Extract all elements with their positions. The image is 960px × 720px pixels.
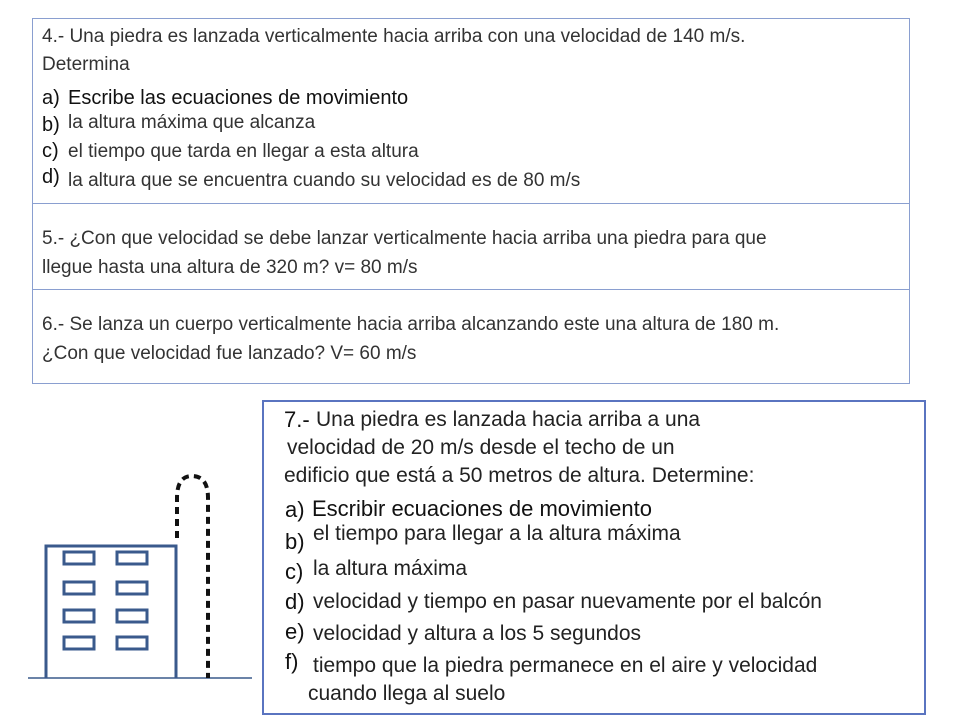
problem-4-statement: 4.- Una piedra es lanzada verticalmente hacia arriba con una velocidad de 140 m/s. [42, 26, 746, 47]
problem-4-item-d-letter: d) [42, 166, 60, 188]
problem-7-item-b-text: el tiempo para llegar a la altura máxima [313, 522, 681, 545]
problem-7-line-2: velocidad de 20 m/s desde el techo de un [287, 436, 675, 459]
problem-4-determina: Determina [42, 54, 130, 75]
row-divider [32, 289, 910, 290]
problem-4-item-b-text: la altura máxima que alcanza [68, 112, 316, 133]
problem-7-line-1: Una piedra es lanzada hacia arriba a una [316, 408, 701, 431]
problem-7-item-b-letter: b) [285, 529, 305, 554]
problem-7-item-d-text: velocidad y tiempo en pasar nuevamente por el balcón [313, 590, 822, 613]
row-divider [32, 203, 910, 204]
problem-4-item-a-letter: a) [42, 87, 60, 109]
problem-7-number: 7.- [284, 407, 310, 432]
problem-6-line-2: ¿Con que velocidad fue lanzado? V= 60 m/s [42, 343, 417, 364]
problem-5-line-2: llegue hasta una altura de 320 m? v= 80 m/s [42, 257, 418, 278]
problem-4-item-d-text: la altura que se encuentra cuando su velocidad es de 80 m/s [68, 170, 581, 191]
problem-7-item-a-text: Escribir ecuaciones de movimiento [312, 496, 652, 521]
problem-7-item-f-continuation: cuando llega al suelo [308, 682, 506, 705]
problem-4-item-a-text: Escribe las ecuaciones de movimiento [68, 87, 409, 109]
problem-6-line-1: 6.- Se lanza un cuerpo verticalmente hacia arriba alcanzando este una altura de 180 m. [42, 314, 780, 335]
problem-4-item-c-letter: c) [42, 140, 59, 162]
problem-4-item-b-letter: b) [42, 114, 60, 136]
problem-7-item-f-text: tiempo que la piedra permanece en el aire y velocidad [313, 654, 818, 677]
problem-7-item-f-letter: f) [285, 649, 299, 674]
problem-7-item-e-letter: e) [285, 619, 305, 644]
problem-4-item-c-text: el tiempo que tarda en llegar a esta altura [68, 141, 419, 162]
building-windows [64, 552, 147, 649]
problem-7-item-e-text: velocidad y altura a los 5 segundos [313, 622, 642, 645]
problem-7-item-c-text: la altura máxima [313, 557, 468, 580]
problem-5-line-1: 5.- ¿Con que velocidad se debe lanzar verticalmente hacia arriba una piedra para que [42, 228, 767, 249]
problem-7-item-c-letter: c) [285, 559, 304, 584]
problem-7-item-d-letter: d) [285, 589, 305, 614]
stone-trajectory [177, 476, 208, 678]
problem-7-item-a-letter: a) [285, 497, 305, 522]
problem-7-line-3: edificio que está a 50 metros de altura. Determine: [284, 464, 755, 487]
building-illustration [0, 460, 260, 720]
